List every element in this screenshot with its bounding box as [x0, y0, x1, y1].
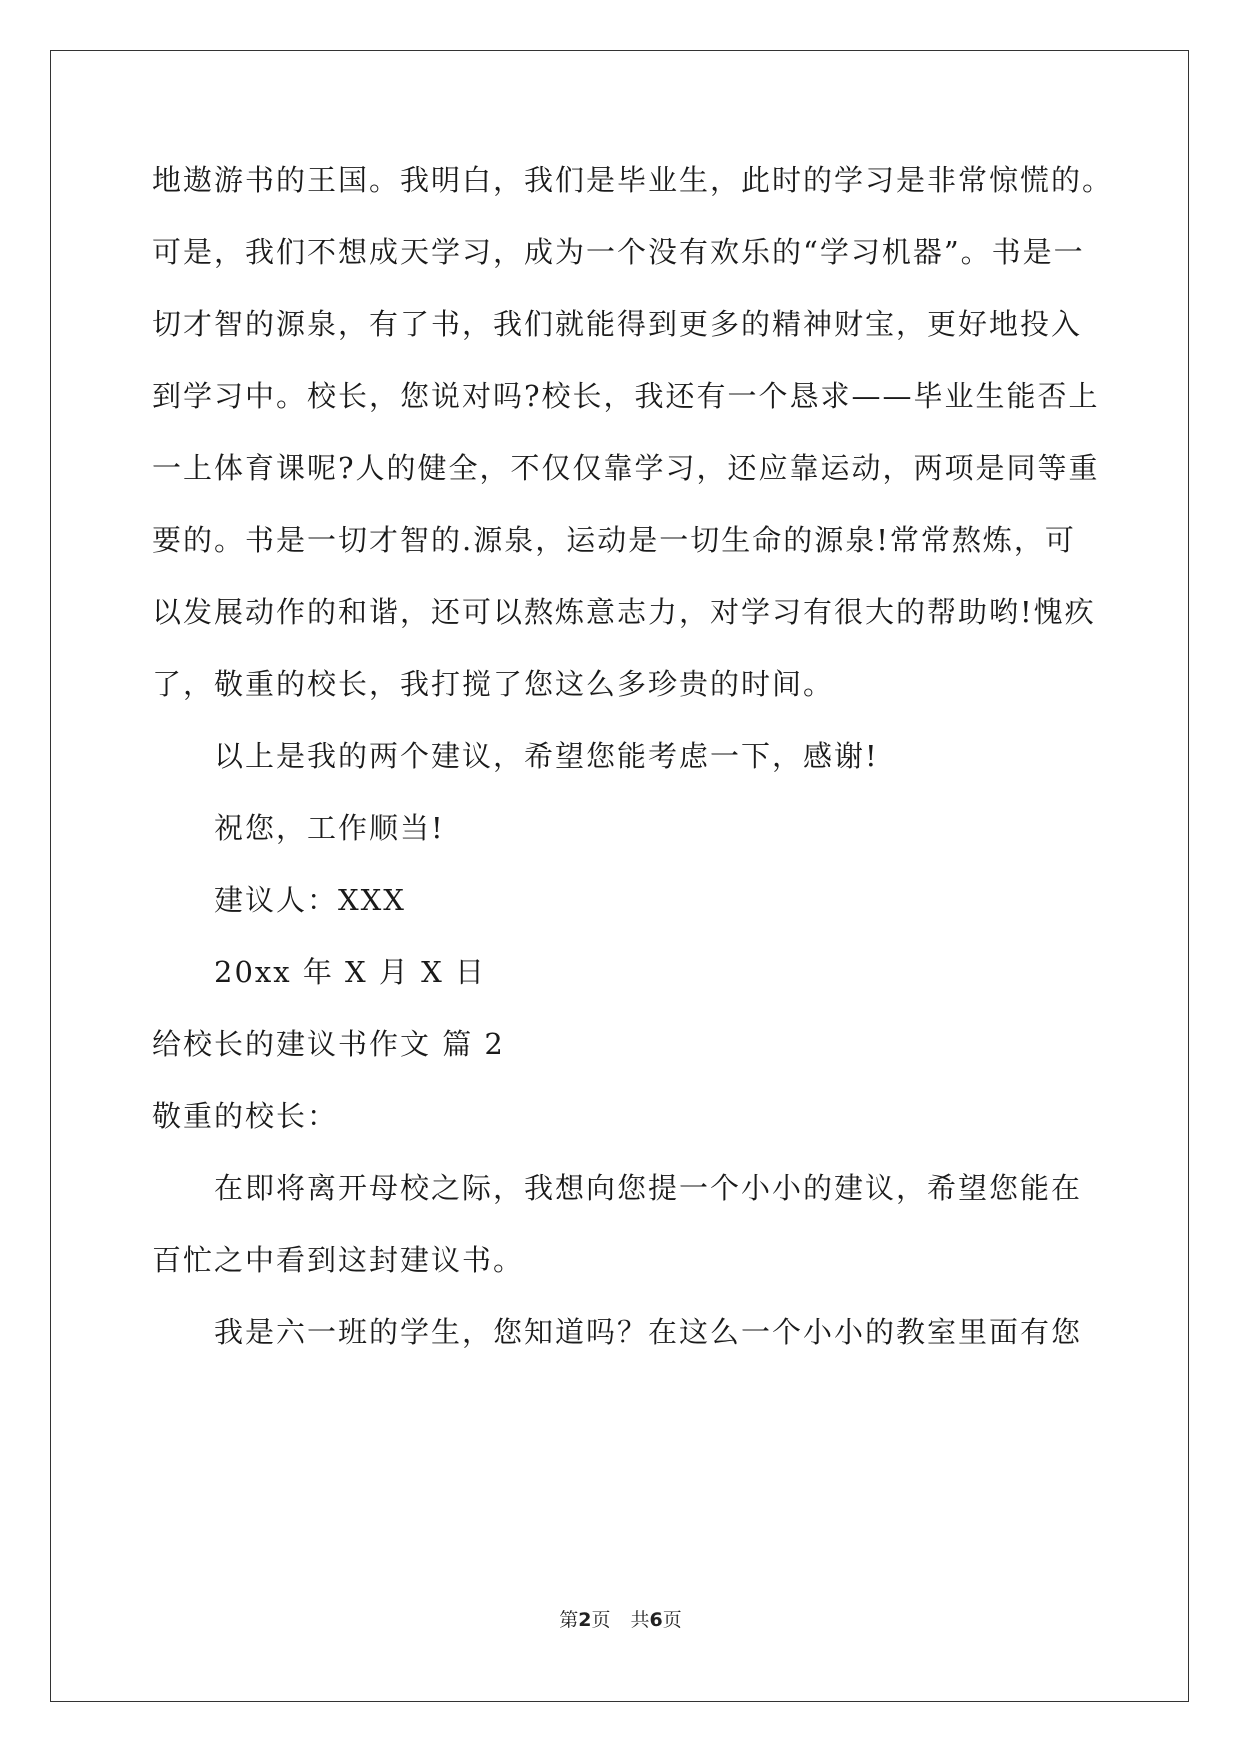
- closing-wish: 祝您，工作顺当!: [214, 811, 445, 845]
- total-suffix: 页: [662, 1609, 682, 1631]
- page-prefix: 第: [559, 1609, 579, 1631]
- page-suffix: 页: [591, 1609, 611, 1631]
- paragraph-1-line-1: 在即将离开母校之际，我想向您提一个小小的建议，希望您能在: [214, 1171, 1083, 1205]
- signer: 建议人：XXX: [214, 883, 406, 917]
- page-frame: [50, 50, 1189, 1702]
- total-prefix: 共: [630, 1609, 650, 1631]
- body-line-2: 可是，我们不想成天学习，成为一个没有欢乐的“学习机器”。书是一: [152, 235, 1085, 269]
- body-line-3: 切才智的源泉，有了书，我们就能得到更多的精神财宝，更好地投入: [152, 307, 1083, 341]
- paragraph-2-line-1: 我是六一班的学生，您知道吗？在这么一个小小的教室里面有您: [214, 1315, 1083, 1349]
- closing-suggestion: 以上是我的两个建议，希望您能考虑一下，感谢!: [214, 739, 879, 773]
- body-line-5: 一上体育课呢?人的健全，不仅仅靠学习，还应靠运动，两项是同等重: [152, 451, 1100, 485]
- body-line-1: 地遨游书的王国。我明白，我们是毕业生，此时的学习是非常惊慌的。: [152, 163, 1114, 197]
- section-title: 给校长的建议书作文 篇 2: [152, 1027, 505, 1061]
- body-line-4: 到学习中。校长，您说对吗?校长，我还有一个恳求——毕业生能否上: [152, 379, 1100, 413]
- letter-date: 20xx 年 X 月 X 日: [214, 955, 486, 989]
- page-current: 2: [578, 1609, 592, 1631]
- paragraph-1-line-2: 百忙之中看到这封建议书。: [152, 1243, 525, 1277]
- salutation: 敬重的校长：: [152, 1099, 339, 1133]
- page-footer: [0, 1608, 1241, 1632]
- body-line-6: 要的。书是一切才智的.源泉，运动是一切生命的源泉!常常熬炼，可: [152, 523, 1076, 557]
- body-line-8: 了，敬重的校长，我打搅了您这么多珍贵的时间。: [152, 667, 835, 701]
- body-line-7: 以发展动作的和谐，还可以熬炼意志力，对学习有很大的帮助哟!愧疚: [152, 595, 1096, 629]
- page-total: 6: [649, 1609, 663, 1631]
